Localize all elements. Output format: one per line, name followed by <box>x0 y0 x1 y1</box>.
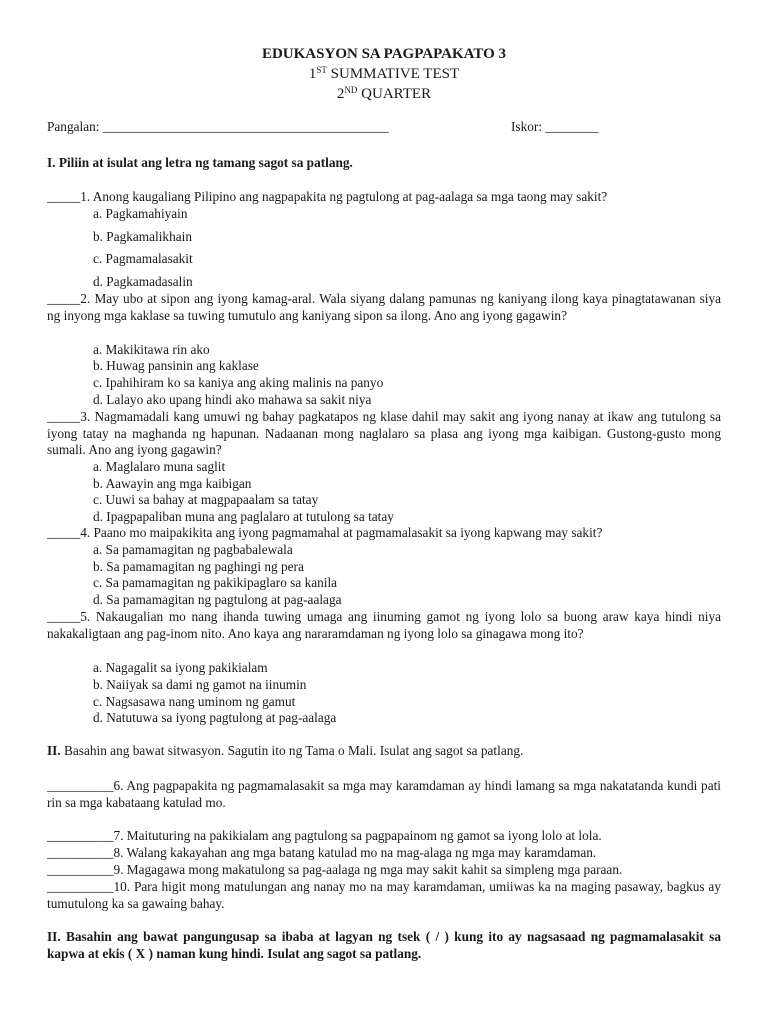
q1-option-a: a. Pagkamahiyain <box>93 206 188 221</box>
q3-option-a: a. Maglalaro muna saglit <box>93 459 226 474</box>
part2-text: Basahin ang bawat sitwasyon. Sagutin ito ng Tama o Mali. Isulat ang sagot sa patlang. <box>60 743 524 758</box>
question-8: __________8. Walang kakayahan ang mga batang katulad mo na mag-alaga ng mga may karamdaman. <box>47 845 597 860</box>
part3-instruction: II. Basahin ang bawat pangungusap sa ibaba at lagyan ng tsek ( / ) kung ito ay nagsasaad ng pagmamalasakit sa kapwa at ekis ( X ) naman kung hindi. Isulat ang sagot sa patlang. <box>47 929 721 961</box>
subtitle-superscript: ST <box>316 65 327 75</box>
name-field[interactable] <box>47 119 389 135</box>
part1-instruction: I. Piliin at isulat ang letra ng tamang sagot sa patlang. <box>47 155 353 170</box>
quarter-text: QUARTER <box>357 86 432 102</box>
q1-option-d: d. Pagkamadasalin <box>93 274 193 289</box>
q2-option-b: b. Huwag pansinin ang kaklase <box>93 358 259 373</box>
name-blank[interactable]: ___________________________________________ <box>102 119 389 134</box>
q4-option-b: b. Sa pamamagitan ng paghingi ng pera <box>93 559 304 574</box>
score-blank[interactable]: ________ <box>545 119 599 134</box>
q2-option-a: a. Makikitawa rin ako <box>93 342 210 357</box>
name-label: Pangalan: <box>47 119 103 134</box>
q5-option-b: b. Naiiyak sa dami ng gamot na iinumin <box>93 677 307 692</box>
part2-instruction <box>47 743 523 759</box>
question-2: _____2. May ubo at sipon ang iyong kamag-aral. Wala siyang dalang pamunas ng kaniyang ilong kaya pinagtatawanan siya ng inyong mga kaklase sa tuwing tumutulo ang kaniyang sipon sa ilong. Ano ang iyong gagawin? <box>47 291 721 323</box>
q4-option-c: c. Sa pamamagitan ng pakikipaglaro sa kanila <box>93 575 338 590</box>
quarter-label <box>0 84 768 104</box>
score-field[interactable] <box>511 119 599 135</box>
question-10: __________10. Para higit mong matulungan ang nanay mo na may karamdaman, umiiwas ka na maging pasaway, bagkus ay tumutulong ka sa gawaing bahay. <box>47 879 721 911</box>
question-9: __________9. Magagawa mong makatulong sa pag-aalaga ng mga may sakit kahit sa simpleng mga paraan. <box>47 862 623 877</box>
q3-option-b: b. Aawayin ang mga kaibigan <box>93 476 252 491</box>
q5-option-a: a. Nagagalit sa iyong pakikialam <box>93 660 268 675</box>
test-subtitle <box>0 64 768 84</box>
q2-option-d: d. Lalayo ako upang hindi ako mahawa sa sakit niya <box>93 392 372 407</box>
quarter-superscript: ND <box>344 85 358 95</box>
question-3: _____3. Nagmamadali kang umuwi ng bahay pagkatapos ng klase dahil may sakit ang iyong nanay at ikaw ang tutulong sa iyong tatay na maghanda ng hapunan. Nadaanan mong naglalaro sa plasa ang iyong mga kaibigan. Gustong-gusto mong sumali. Ano ang iyong gagawin? <box>47 409 721 458</box>
q1-option-b: b. Pagkamalikhain <box>93 229 192 244</box>
q3-option-d: d. Ipagpapaliban muna ang paglalaro at tutulong sa tatay <box>93 509 394 524</box>
question-6: __________6. Ang pagpapakita ng pagmamalasakit sa mga may karamdaman ay hindi lamang sa mga nakatatanda kundi pati rin sa mga kabataang katulad mo. <box>47 778 721 810</box>
question-5: _____5. Nakaugalian mo nang ihanda tuwing umaga ang iinuming gamot ng iyong lolo sa buong araw kaya hindi niya nakakaligtaan ang pag-inom nito. Ano kaya ang nararamdaman ng iyong lolo sa ginagawa mong ito? <box>47 609 721 641</box>
q3-option-c: c. Uuwi sa bahay at magpapaalam sa tatay <box>93 492 319 507</box>
q5-option-d: d. Natutuwa sa iyong pagtulong at pag-aalaga <box>93 710 337 725</box>
q4-option-a: a. Sa pamamagitan ng pagbabalewala <box>93 542 293 557</box>
subtitle-text: SUMMATIVE TEST <box>326 66 460 82</box>
q2-option-c: c. Ipahihiram ko sa kaniya ang aking malinis na panyo <box>93 375 384 390</box>
part2-number: II. <box>47 743 61 758</box>
question-7: __________7. Maituturing na pakikialam ang pagtulong sa pagpapainom ng gamot sa iyong lolo at lola. <box>47 828 602 843</box>
question-4: _____4. Paano mo maipakikita ang iyong pagmamahal at pagmamalasakit sa iyong kapwang may sakit? <box>47 525 603 540</box>
question-1: _____1. Anong kaugaliang Pilipino ang nagpapakita ng pagtulong at pag-aalaga sa mga taong may sakit? <box>47 189 608 204</box>
q4-option-d: d. Sa pamamagitan ng pagtulong at pag-aalaga <box>93 592 342 607</box>
subtitle-number: 1 <box>308 66 317 82</box>
score-label: Iskor: <box>511 119 546 134</box>
page-title: EDUKASYON SA PAGPAPAKATO 3 <box>261 46 507 62</box>
quarter-number: 2 <box>336 86 345 102</box>
q5-option-c: c. Nagsasawa nang uminom ng gamut <box>93 694 296 709</box>
header <box>0 44 768 104</box>
q1-option-c: c. Pagmamalasakit <box>93 251 193 266</box>
